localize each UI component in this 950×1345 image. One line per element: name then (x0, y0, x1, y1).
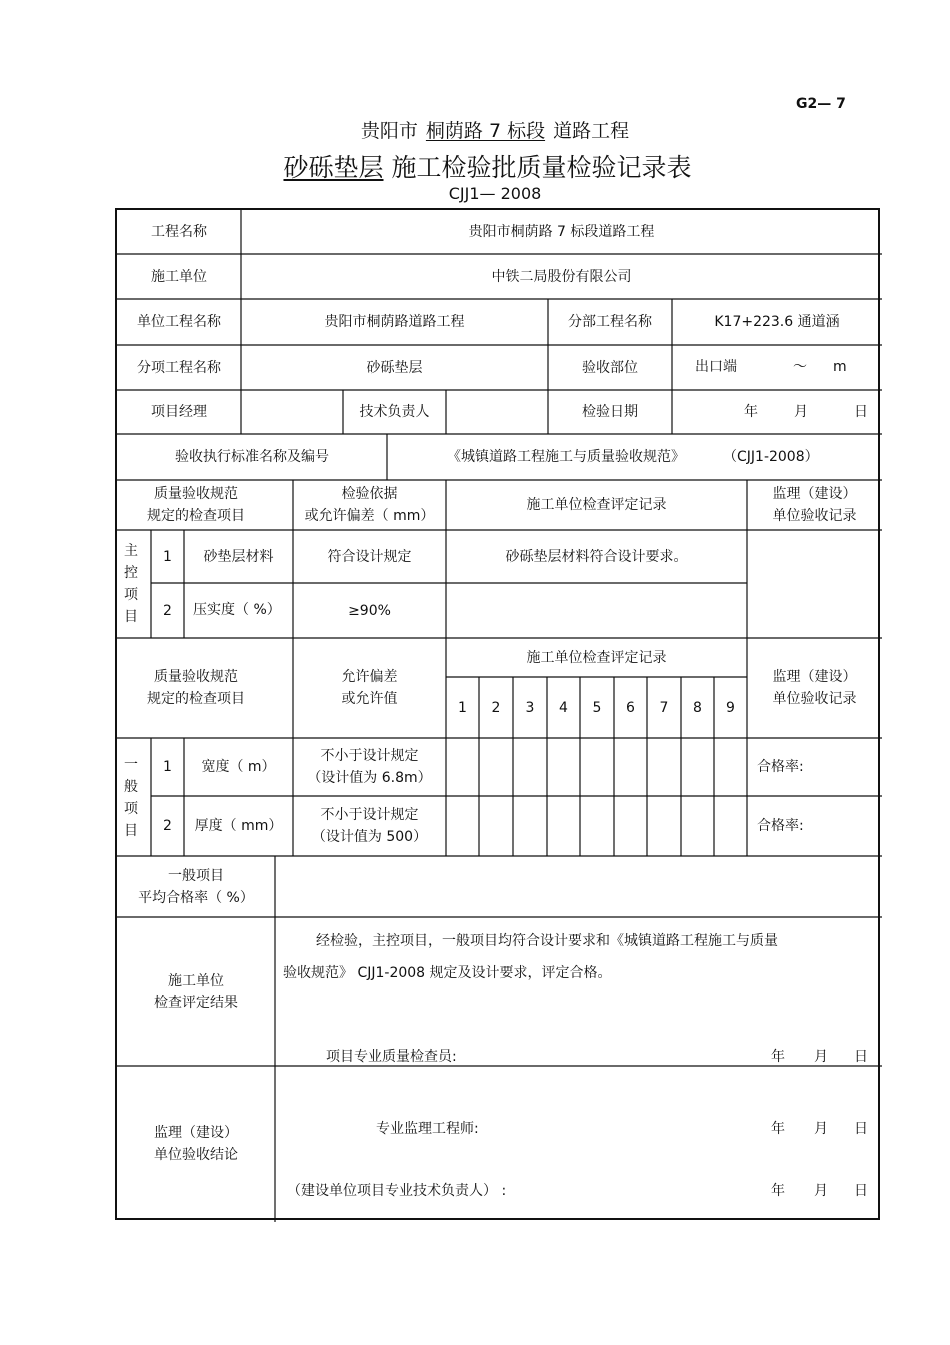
main-header-basis (293, 480, 446, 530)
contractor-result-label-line2: 检查评定结果 (154, 994, 238, 1011)
general-header-record: 施工单位检查评定记录 (526, 649, 667, 666)
general-row1-deviation (293, 738, 446, 796)
general-row1-deviation-line2: （设计值为 6.8m） (307, 770, 432, 786)
general-row2-item: 厚度（ mm） (194, 818, 283, 834)
general-row1-deviation-line1: 不小于设计规定 (320, 748, 419, 764)
division-value: K17+223.6 通道涵 (714, 314, 840, 330)
subitem-value: 砂砾垫层 (366, 359, 423, 376)
main-category-char: 主 (124, 543, 138, 559)
general-header-deviation (293, 638, 446, 738)
owner-tech-lead-label: （建设单位项目专业技术负责人） : (287, 1183, 507, 1199)
title-main: 施工检验批质量检验记录表 (391, 153, 692, 182)
division-label: 分部工程名称 (568, 314, 652, 330)
location-tilde: ～ (793, 359, 807, 375)
supervision-label-line1: 监理（建设） (154, 1125, 238, 1141)
tech-lead-label: 技术负责人 (359, 404, 430, 420)
general-row1-no: 1 (163, 759, 172, 775)
general-header-items-line1: 质量验收规范 (154, 669, 238, 685)
quality-inspector-label: 项目专业质量检查员: (326, 1049, 457, 1065)
owner-year: 年 (771, 1183, 785, 1199)
main-row2-basis: ≥90% (348, 602, 391, 619)
main-category-char: 目 (124, 609, 138, 625)
pm-label: 项目经理 (151, 404, 207, 420)
project-name-value: 贵阳市桐荫路 7 标段道路工程 (468, 224, 655, 240)
general-row2-deviation (293, 796, 446, 856)
contractor-label: 施工单位 (151, 268, 207, 285)
location-value: 出口端 (695, 359, 737, 375)
main-row1-item: 砂垫层材料 (203, 548, 274, 565)
owner-day: 日 (854, 1183, 868, 1199)
supervision-label (117, 1066, 275, 1222)
contractor-result-label-line1: 施工单位 (168, 972, 224, 989)
main-header-supervisor-line2: 单位验收记录 (772, 508, 857, 524)
main-row1-basis: 符合设计规定 (327, 548, 412, 565)
main-row2-record (446, 583, 747, 638)
title-line-2 (0, 148, 950, 184)
engineer-year: 年 (771, 1121, 785, 1137)
general-row1-item: 宽度（ m） (201, 759, 276, 775)
general-category-char: 项 (124, 801, 138, 817)
average-rate-label-line1: 一般项目 (168, 867, 224, 884)
unit-project-label: 单位工程名称 (137, 314, 221, 330)
general-row2-deviation-line1: 不小于设计规定 (320, 807, 419, 823)
engineer-month: 月 (814, 1121, 828, 1137)
inspection-table (115, 208, 880, 1220)
main-header-basis-line1: 检验依据 (341, 486, 398, 502)
main-header-supervisor-line1: 监理（建设） (772, 486, 857, 502)
supervising-engineer-label: 专业监理工程师: (376, 1121, 479, 1137)
main-row1-no: 1 (163, 548, 172, 565)
date-day: 日 (854, 404, 868, 420)
general-header-supervisor (747, 638, 882, 738)
result-text-line2: 验收规范》 CJJ1-2008 规定及设计要求，评定合格。 (283, 965, 612, 981)
main-category-char: 项 (124, 587, 138, 603)
supervision-label-line2: 单位验收结论 (154, 1147, 238, 1163)
result-year: 年 (771, 1049, 785, 1065)
point-number: 2 (491, 699, 501, 716)
contractor-value: 中铁二局股份有限公司 (491, 268, 632, 285)
general-category-char: 目 (124, 823, 138, 839)
general-category-char: 般 (124, 779, 138, 795)
general-row1-rate: 合格率: (757, 759, 804, 775)
general-row2-deviation-line2: （设计值为 500） (311, 829, 428, 845)
point-number: 7 (659, 699, 669, 716)
inspection-date-label: 检验日期 (582, 404, 638, 420)
main-row2-item: 压实度（ %） (193, 602, 281, 618)
main-row2-no: 2 (163, 602, 172, 619)
average-rate-label (117, 856, 275, 917)
date-month: 月 (794, 404, 808, 420)
point-number: 5 (592, 699, 602, 716)
general-header-supervisor-line2: 单位验收记录 (772, 691, 857, 707)
engineer-day: 日 (854, 1121, 868, 1137)
title-line-1 (0, 116, 950, 143)
point-number: 9 (726, 699, 735, 716)
title-standard: CJJ1— 2008 (448, 184, 542, 203)
project-name-label: 工程名称 (151, 224, 207, 240)
main-row1-record: 砂砾垫层材料符合设计要求。 (505, 548, 688, 565)
average-rate-label-line2: 平均合格率（ %） (138, 889, 254, 906)
general-header-items (117, 638, 275, 738)
general-row2-rate: 合格率: (757, 818, 804, 834)
point-number: 8 (693, 699, 702, 716)
title-suffix: 道路工程 (553, 120, 630, 142)
title-city: 贵阳市 (360, 120, 418, 142)
title-road: 桐荫路 7 标段 (425, 120, 546, 142)
contractor-result-label (117, 917, 275, 1066)
main-header-basis-line2: 或允许偏差（ mm） (304, 508, 435, 524)
main-category-char: 控 (124, 565, 138, 581)
general-header-supervisor-line1: 监理（建设） (772, 669, 857, 685)
point-number: 6 (626, 699, 635, 716)
point-number: 4 (559, 699, 568, 716)
general-category-char: 一 (124, 757, 138, 773)
location-label: 验收部位 (582, 359, 638, 376)
title-item: 砂砾垫层 (283, 153, 384, 182)
standard-value: 《城镇道路工程施工与质量验收规范》 (447, 449, 685, 465)
point-number: 1 (458, 699, 467, 716)
general-header-deviation-line1: 允许偏差 (341, 669, 398, 685)
main-header-items-line2: 规定的检查项目 (147, 508, 245, 524)
form-code: G2— 7 (796, 96, 846, 112)
main-header-items-line1: 质量验收规范 (154, 486, 238, 502)
main-header-record: 施工单位检查评定记录 (526, 497, 667, 513)
general-header-deviation-line2: 或允许值 (341, 691, 398, 707)
result-day: 日 (854, 1049, 868, 1065)
subitem-label: 分项工程名称 (137, 359, 221, 376)
main-header-supervisor (747, 480, 882, 530)
main-header-items (117, 480, 275, 530)
standard-label: 验收执行标准名称及编号 (175, 449, 329, 465)
general-row2-no: 2 (163, 818, 172, 834)
standard-code: （CJJ1-2008） (723, 449, 819, 465)
general-header-items-line2: 规定的检查项目 (147, 691, 245, 707)
unit-project-value: 贵阳市桐荫路道路工程 (324, 314, 465, 330)
date-year: 年 (744, 404, 758, 420)
result-text-line1: 经检验，主控项目，一般项目均符合设计要求和《城镇道路工程施工与质量 (316, 933, 778, 949)
result-month: 月 (814, 1049, 828, 1065)
point-number: 3 (525, 699, 535, 716)
location-unit: m (833, 359, 847, 375)
owner-month: 月 (814, 1183, 828, 1199)
